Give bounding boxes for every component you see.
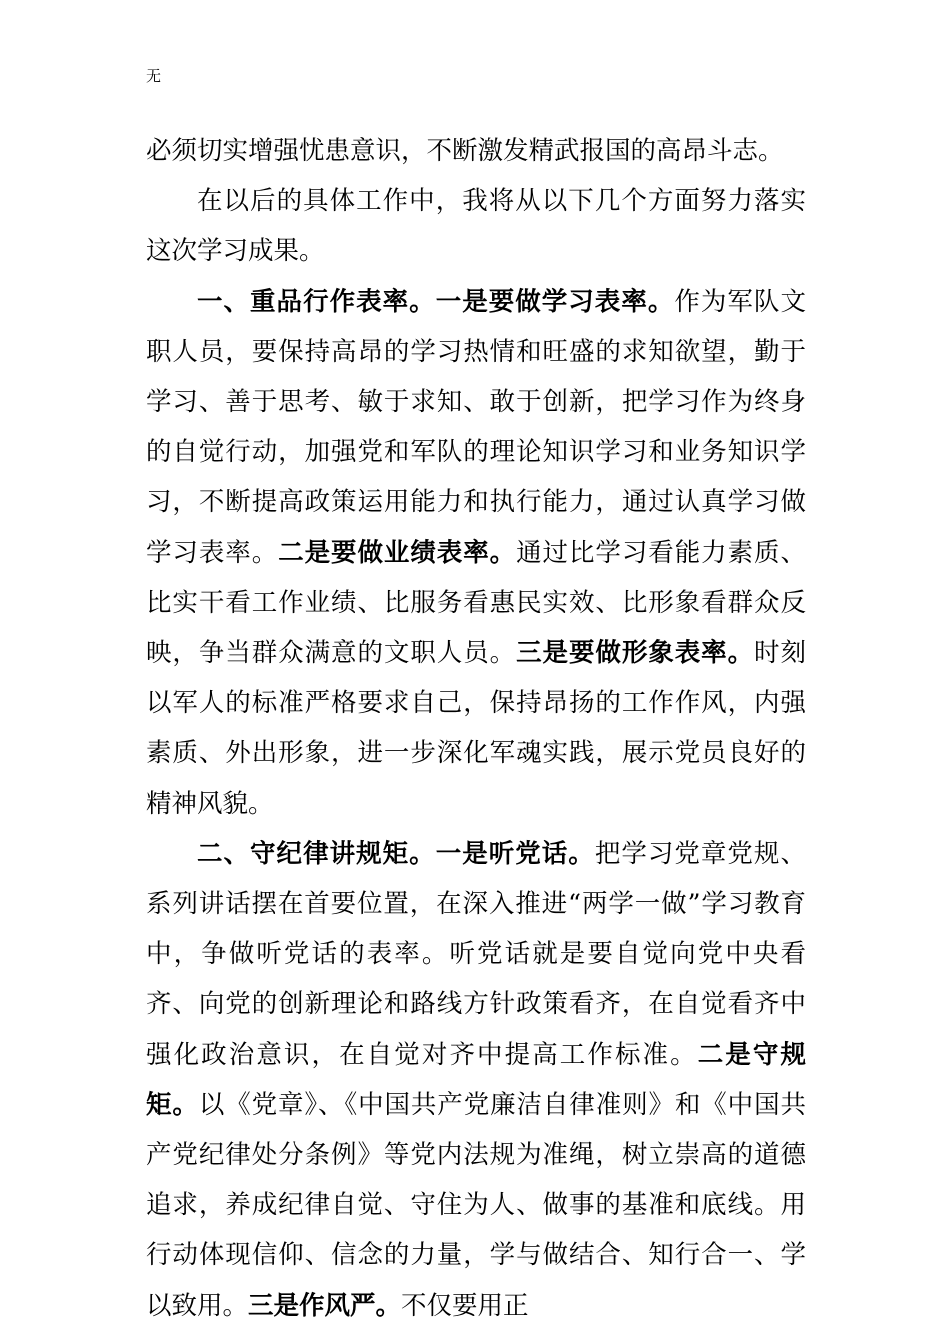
document-body <box>146 126 806 1331</box>
text-segment: 通过比学习看能力素质、比实干看工作业绩、比服务看惠民实效、比形象看群众反映，争当群众满意的文职人员。 <box>146 537 806 669</box>
point-heading: 一是听党话。 <box>435 838 595 869</box>
text-segment: 作为军队文职人员，要保持高昂的学习热情和旺盛的求知欲望，勤于学习、善于思考、敏于求知、敢于创新，把学习作为终身的自觉行动，加强党和军队的理论知识学习和业务知识学习，不断提高政策运用能力和执行能力，通过认真学习做学习表率。 <box>146 286 806 568</box>
paragraph-2 <box>146 176 806 276</box>
text-segment: 把学习党章党规、系列讲话摆在首要位置，在深入推进“两学一做”学习教育中，争做听党话的表率。听党话就是要自觉向党中央看齐、向党的创新理论和路线方针政策看齐，在自觉看齐中强化政治意识，在自觉对齐中提高工作标准。 <box>146 838 806 1070</box>
paragraph-4 <box>146 829 806 1331</box>
point-heading: 二是要做业绩表率。 <box>278 537 517 568</box>
point-heading: 三是作风严。 <box>248 1290 402 1321</box>
section-heading: 二、守纪律讲规矩。 <box>197 838 436 869</box>
point-heading: 一是要做学习表率。 <box>435 286 675 317</box>
text-segment: 不仅要用正 <box>401 1290 529 1321</box>
text-segment: 在以后的具体工作中，我将从以下几个方面努力落实这次学习成果。 <box>146 186 806 267</box>
section-heading: 一、重品行作表率。 <box>197 286 436 317</box>
paragraph-3 <box>146 277 806 829</box>
text-segment: 必须切实增强忧患意识，不断激发精武报国的高昂斗志。 <box>146 136 784 166</box>
text-segment: 时刻以军人的标准严格要求自己，保持昂扬的工作作风，内强素质、外出形象，进一步深化军魂实践，展示党员良好的精神风貌。 <box>146 638 806 819</box>
page-header-mark: 无 <box>146 67 162 85</box>
point-heading: 三是要做形象表率。 <box>516 638 755 669</box>
paragraph-1 <box>146 126 806 176</box>
text-segment: 以《党章》、《中国共产党廉洁自律准则》和《中国共产党纪律处分条例》等党内法规为准绳，树立崇高的道德追求，养成纪律自觉、守住为人、做事的基准和底线。用行动体现信仰、信念的力量，学与做结合、知行合一、学以致用。 <box>146 1089 806 1321</box>
point-heading: 二是守规矩。 <box>146 1039 806 1120</box>
